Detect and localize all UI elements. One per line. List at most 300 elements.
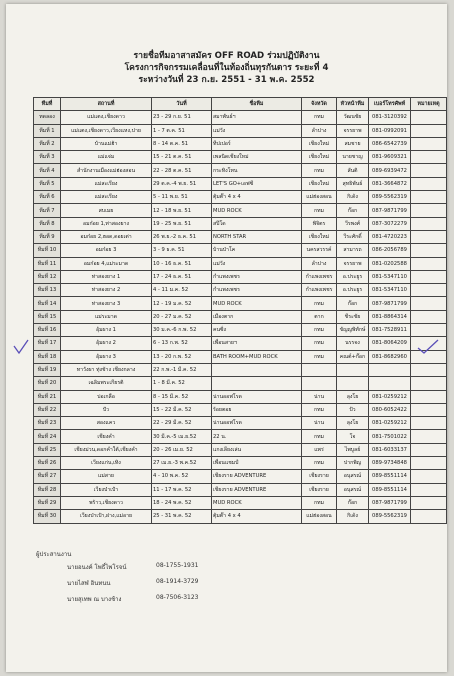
table-cell: แม่แตง,เชียงดาว xyxy=(61,111,152,124)
table-cell: กำแพงเพชร xyxy=(302,284,337,297)
table-cell: 081-7528911 xyxy=(369,324,411,337)
table-row xyxy=(34,430,447,443)
table-cell: กทม xyxy=(302,324,337,337)
table-cell: 081-9609321 xyxy=(369,151,411,164)
table-cell: 12 - 18 พ.ย. 51 xyxy=(152,204,212,217)
table-cell: สปีโด xyxy=(212,217,302,230)
table-cell: 089-9734848 xyxy=(369,457,411,470)
table-cell: 1 - 7 ต.ค. 51 xyxy=(152,124,212,137)
table-cell: 081-8864314 xyxy=(369,310,411,323)
table-cell: 22 - 28 ต.ค. 51 xyxy=(152,164,212,177)
table-row xyxy=(34,137,447,150)
table-cell: แม่สาย xyxy=(61,470,152,483)
table-cell: MUD ROCK xyxy=(212,204,302,217)
table-cell: เวียงแก่น,เทิง xyxy=(61,457,152,470)
table-cell: ทีมที่ 13 xyxy=(34,284,61,297)
table-cell: อุ้มผาง 2 xyxy=(61,337,152,350)
table-cell: แม่สะเรียง xyxy=(61,191,152,204)
table-cell: เชียงราย xyxy=(302,483,337,496)
table-cell: กำแพงเพชร xyxy=(302,270,337,283)
table-cell: 081-0992091 xyxy=(369,124,411,137)
table-cell: 27 เม.ย.-3 พ.ค.52 xyxy=(152,457,212,470)
coordinator-row xyxy=(36,562,199,578)
table-cell: แม่แตง,เชียงดาว,เวียงแหง,ปาย xyxy=(61,124,152,137)
table-cell: 5 - 11 พ.ย. 51 xyxy=(152,191,212,204)
table-row xyxy=(34,217,447,230)
table-cell: สามารถ xyxy=(337,244,369,257)
table-row xyxy=(34,377,447,390)
table-cell: อนุสรณ์ xyxy=(337,483,369,496)
table-cell: ทีมที่ 5 xyxy=(34,177,61,190)
table-cell: 22 - 29 มี.ค. 52 xyxy=(152,417,212,430)
table-cell xyxy=(411,430,447,443)
table-cell: 086-2056789 xyxy=(369,244,411,257)
table-cell xyxy=(411,470,447,483)
table-cell: เชียงใหม่ xyxy=(302,137,337,150)
table-cell: ทีมที่ 19 xyxy=(34,363,61,376)
table-row xyxy=(34,417,447,430)
table-cell: 8 - 14 ต.ค. 51 xyxy=(152,137,212,150)
table-cell xyxy=(411,270,447,283)
table-cell: 081-6033137 xyxy=(369,443,411,456)
table-cell: 18 - 24 พ.ค. 52 xyxy=(152,496,212,509)
table-cell: กทม xyxy=(302,430,337,443)
table-cell: ก๊อก xyxy=(337,496,369,509)
table-cell: แม่ระมาด xyxy=(61,310,152,323)
table-row xyxy=(34,443,447,456)
table-cell: ทดลอง xyxy=(34,111,61,124)
column-header: วันที่ xyxy=(152,98,212,111)
table-cell: ตาก xyxy=(302,310,337,323)
table-row xyxy=(34,204,447,217)
table-cell: เชียงราย xyxy=(302,470,337,483)
table-cell: ทีมที่ 30 xyxy=(34,510,61,523)
table-cell: ทีมที่ 4 xyxy=(34,164,61,177)
table-cell: สันติ xyxy=(337,164,369,177)
table-cell xyxy=(411,111,447,124)
table-cell: เชียงใหม่ xyxy=(302,151,337,164)
table-cell: สบเมย xyxy=(61,204,152,217)
table-cell: แม่ฮ่องสอน xyxy=(302,191,337,204)
table-cell: วีระศักดิ์ xyxy=(337,230,369,243)
table-cell: ทีมที่ 6 xyxy=(34,191,61,204)
table-row xyxy=(34,151,447,164)
table-cell: ตุ้มต๊า 4 x 4 xyxy=(212,510,302,523)
table-cell: 089-5562319 xyxy=(369,191,411,204)
table-cell: คณต์+ก๊อก xyxy=(337,350,369,363)
table-cell: อมก๋อย 1,ท่าสองยาง xyxy=(61,217,152,230)
table-cell: อมก๋อย 2,ฮอด,ดอยเต่า xyxy=(61,230,152,243)
table-cell: 081-8064209 xyxy=(369,337,411,350)
table-cell xyxy=(369,363,411,376)
table-cell: สมาพันธ์ฯ xyxy=(212,111,302,124)
table-cell xyxy=(411,230,447,243)
table-cell xyxy=(212,363,302,376)
table-cell: เชียงใหม่ xyxy=(302,177,337,190)
table-cell: ทีมที่ 1 xyxy=(34,124,61,137)
table-cell: กิเด้ง xyxy=(337,510,369,523)
table-header-row xyxy=(34,98,447,111)
table-cell: เพื่อนสายฯ xyxy=(212,337,302,350)
column-header: หัวหน้าทีม xyxy=(337,98,369,111)
table-cell: 30 มี.ค.-5 เม.ย.52 xyxy=(152,430,212,443)
table-cell: 20 - 27 ม.ค. 52 xyxy=(152,310,212,323)
table-cell: บ้านป่าโค xyxy=(212,244,302,257)
table-cell xyxy=(411,483,447,496)
table-cell: ชีระชัย xyxy=(337,310,369,323)
table-row xyxy=(34,257,447,270)
table-cell: 25 - 31 พ.ค. 52 xyxy=(152,510,212,523)
table-cell: 081-7501022 xyxy=(369,430,411,443)
table-cell: MUD ROCK xyxy=(212,297,302,310)
table-cell: เวียงป่าเป้า,ฝาง,แม่อาย xyxy=(61,510,152,523)
table-row xyxy=(34,284,447,297)
table-cell: แพร่ xyxy=(302,443,337,456)
table-cell: 089-8551114 xyxy=(369,483,411,496)
table-row xyxy=(34,470,447,483)
table-cell: กิเด้ง xyxy=(337,191,369,204)
table-cell xyxy=(411,244,447,257)
table-cell: อมก๋อย 3 xyxy=(61,244,152,257)
table-cell: สุทธิพันธ์ xyxy=(337,177,369,190)
table-cell: น่านออฟโรด xyxy=(212,390,302,403)
table-cell xyxy=(337,377,369,390)
table-row xyxy=(34,270,447,283)
table-cell: ทีมที่ 29 xyxy=(34,496,61,509)
table-row xyxy=(34,164,447,177)
table-cell: อุ้มผาง 3 xyxy=(61,350,152,363)
table-cell: สองแคว xyxy=(61,417,152,430)
table-cell xyxy=(411,443,447,456)
table-cell: กทม xyxy=(302,350,337,363)
table-cell xyxy=(411,363,447,376)
table-cell: 10 - 16 ธ.ค. 51 xyxy=(152,257,212,270)
document-date-range: ระหว่างวันที่ 23 ก.ย. 2551 - 31 พ.ค. 2552 xyxy=(138,75,315,85)
right-check-mark-icon xyxy=(416,338,440,356)
table-cell: 089-8551114 xyxy=(369,470,411,483)
table-cell: จรรยาพ xyxy=(337,124,369,137)
document-page xyxy=(6,4,447,672)
table-cell: MUD ROCK xyxy=(212,496,302,509)
table-row xyxy=(34,177,447,190)
table-cell: ร้อยตอย xyxy=(212,403,302,416)
table-cell xyxy=(411,297,447,310)
coordinator-row xyxy=(36,578,199,594)
coordinators-section xyxy=(36,549,199,610)
table-cell: เชียงคำ xyxy=(61,430,152,443)
table-cell: 29 ต.ค.-4 พ.ย. 51 xyxy=(152,177,212,190)
table-cell: 081-3120392 xyxy=(369,111,411,124)
table-cell: กระทิงโทน xyxy=(212,164,302,177)
table-cell: นายชาญ xyxy=(337,151,369,164)
table-cell: เชียงใหม่ xyxy=(302,230,337,243)
team-schedule-table xyxy=(33,97,447,524)
table-cell: ทีมที่ 26 xyxy=(34,457,61,470)
table-cell: 13 - 20 ก.พ. 52 xyxy=(152,350,212,363)
table-cell: ปัว xyxy=(337,403,369,416)
table-row xyxy=(34,457,447,470)
table-cell: ก๊อก xyxy=(337,297,369,310)
column-header: จังหวัด xyxy=(302,98,337,111)
table-cell: ทีมที่ 14 xyxy=(34,297,61,310)
table-row xyxy=(34,230,447,243)
table-cell xyxy=(411,164,447,177)
table-cell: แม่วัง xyxy=(212,257,302,270)
table-cell: 30 ม.ค.-6 ก.พ. 52 xyxy=(152,324,212,337)
table-cell: กทม xyxy=(302,297,337,310)
table-cell: กทม xyxy=(302,457,337,470)
column-header: หมายเหตุ xyxy=(411,98,447,111)
table-cell: กทม xyxy=(302,111,337,124)
coordinator-phone: 08-7506-3123 xyxy=(156,594,199,601)
table-cell: ทีมที่ 20 xyxy=(34,377,61,390)
table-cell: ก๊อก xyxy=(337,204,369,217)
table-cell: 17 - 24 ธ.ค. 51 xyxy=(152,270,212,283)
table-cell: โจ xyxy=(337,430,369,443)
table-cell xyxy=(411,377,447,390)
table-cell: ทีมที่ 10 xyxy=(34,244,61,257)
table-row xyxy=(34,337,447,350)
table-cell: BATH ROOM+MUD ROCK xyxy=(212,350,302,363)
table-cell: ทีมที่ 24 xyxy=(34,430,61,443)
table-cell: พิจิตร xyxy=(302,217,337,230)
table-cell: เพลนิดเชียงใหม่ xyxy=(212,151,302,164)
column-header: ชื่อทีม xyxy=(212,98,302,111)
table-cell: ทีมที่ 7 xyxy=(34,204,61,217)
table-cell xyxy=(411,390,447,403)
table-cell: 086-6542739 xyxy=(369,137,411,150)
table-cell: 19 - 25 พ.ย. 51 xyxy=(152,217,212,230)
table-cell: คนซิ่ง xyxy=(212,324,302,337)
table-row xyxy=(34,510,447,523)
table-cell: 081-5347110 xyxy=(369,284,411,297)
table-cell: อมก๋อย 4,แม่ระมาด xyxy=(61,257,152,270)
table-row xyxy=(34,111,447,124)
table-cell: 081-0202588 xyxy=(369,257,411,270)
coordinator-row xyxy=(36,594,199,610)
table-cell: 22 น. xyxy=(212,430,302,443)
table-cell xyxy=(411,324,447,337)
table-cell: เชียงม่วน,ดอกคำใต้,เชียงคำ xyxy=(61,443,152,456)
table-cell xyxy=(302,363,337,376)
table-cell: ทีมที่ 9 xyxy=(34,230,61,243)
column-header: เบอร์โทรศัพท์ xyxy=(369,98,411,111)
table-cell xyxy=(411,151,447,164)
table-cell: ทีมที่ 17 xyxy=(34,337,61,350)
coordinator-phone: 08-1755-1931 xyxy=(156,562,199,569)
table-cell xyxy=(411,257,447,270)
table-cell xyxy=(411,204,447,217)
table-cell xyxy=(411,417,447,430)
table-cell: ทีมที่ 12 xyxy=(34,270,61,283)
table-cell: ลำปาง xyxy=(302,257,337,270)
table-cell: กทม xyxy=(302,403,337,416)
table-cell xyxy=(411,191,447,204)
table-row xyxy=(34,363,447,376)
table-cell xyxy=(411,137,447,150)
table-row xyxy=(34,496,447,509)
left-check-mark-icon xyxy=(12,339,30,357)
table-row xyxy=(34,244,447,257)
table-cell: บ้านแม่ฮ้า xyxy=(61,137,152,150)
table-cell xyxy=(411,496,447,509)
table-row xyxy=(34,390,447,403)
table-cell: เชียงราย ADVENTURE xyxy=(212,470,302,483)
table-cell xyxy=(411,310,447,323)
table-cell: 15 - 21 ต.ค. 51 xyxy=(152,151,212,164)
table-cell: ตุ้มต๊า 4 x 4 xyxy=(212,191,302,204)
table-cell: แม่วัง xyxy=(212,124,302,137)
table-cell: ลุงโย xyxy=(337,390,369,403)
table-cell xyxy=(411,457,447,470)
table-row xyxy=(34,483,447,496)
table-cell: ไพบูลย์ xyxy=(337,443,369,456)
table-cell: ทีมที่ 28 xyxy=(34,483,61,496)
table-cell: NORTH STAR xyxy=(212,230,302,243)
table-row xyxy=(34,191,447,204)
column-header: ทีมที่ xyxy=(34,98,61,111)
table-cell: ขัญญพิทักษ์ xyxy=(337,324,369,337)
table-cell xyxy=(411,124,447,137)
table-row xyxy=(34,350,447,363)
table-cell: แม่สะเรียง xyxy=(61,177,152,190)
table-cell: พร้าว,เชียงดาว xyxy=(61,496,152,509)
table-cell: 1 - 8 มี.ค. 52 xyxy=(152,377,212,390)
table-cell: ลุงโย xyxy=(337,417,369,430)
table-cell xyxy=(411,177,447,190)
table-cell: 11 - 17 พ.ค. 52 xyxy=(152,483,212,496)
table-cell: 26 พ.ย.-2 ธ.ค. 51 xyxy=(152,230,212,243)
table-cell xyxy=(411,217,447,230)
table-cell: ท่าสองยาง 2 xyxy=(61,284,152,297)
table-cell: กำแพงเพชร xyxy=(212,284,302,297)
table-cell xyxy=(337,363,369,376)
coordinator-name: นายสุเทพ ณ บางช้าง xyxy=(67,596,122,603)
table-cell: วัฒนชัย xyxy=(337,111,369,124)
table-cell: 8 - 15 มี.ค. 52 xyxy=(152,390,212,403)
table-cell xyxy=(411,284,447,297)
table-cell: ลำปาง xyxy=(302,124,337,137)
table-row xyxy=(34,403,447,416)
table-cell: เพื่อนแชมป์ xyxy=(212,457,302,470)
table-cell: 081-0259212 xyxy=(369,417,411,430)
table-cell xyxy=(411,403,447,416)
table-cell: บ่อเกลือ xyxy=(61,390,152,403)
table-cell: จรรยาพ xyxy=(337,257,369,270)
table-cell: ทีมที่ 15 xyxy=(34,310,61,323)
table-cell: กำแพงเพชร xyxy=(212,270,302,283)
table-cell: ทีมที่ 11 xyxy=(34,257,61,270)
table-cell: ท่าสองยาง 1 xyxy=(61,270,152,283)
table-cell: เฉลิมพระเกียรติ xyxy=(61,377,152,390)
table-cell: 4 - 10 พ.ค. 52 xyxy=(152,470,212,483)
table-cell: 6 - 13 ก.พ. 52 xyxy=(152,337,212,350)
table-cell: 080-6052422 xyxy=(369,403,411,416)
table-cell: น่าน xyxy=(302,390,337,403)
table-cell: 15 - 22 มี.ค. 52 xyxy=(152,403,212,416)
table-row xyxy=(34,310,447,323)
table-cell: เวียงป่าเป้า xyxy=(61,483,152,496)
table-row xyxy=(34,297,447,310)
table-cell: LET'S GO+เอฟซี xyxy=(212,177,302,190)
table-cell: อ.ประยูร xyxy=(337,270,369,283)
table-cell: ทีมที่ 2 xyxy=(34,137,61,150)
table-cell: น่านออฟโรด xyxy=(212,417,302,430)
table-cell: กทม xyxy=(302,164,337,177)
table-cell: 4 - 11 ม.ค. 52 xyxy=(152,284,212,297)
table-cell: ทีปเปอร์ xyxy=(212,137,302,150)
table-cell: ทีมที่ 23 xyxy=(34,417,61,430)
table-cell: ทีมที่ 3 xyxy=(34,151,61,164)
table-cell: สมชาย xyxy=(337,137,369,150)
table-cell: แม่แจ่ม xyxy=(61,151,152,164)
table-cell: ทีมที่ 18 xyxy=(34,350,61,363)
table-cell: 089-5562319 xyxy=(369,510,411,523)
table-cell: ทีมที่ 8 xyxy=(34,217,61,230)
table-cell: ปากพิญ xyxy=(337,457,369,470)
table-cell: 087-9871799 xyxy=(369,297,411,310)
table-cell: นครสวรรค์ xyxy=(302,244,337,257)
table-cell: 089-6939472 xyxy=(369,164,411,177)
table-cell: 081-5347110 xyxy=(369,270,411,283)
table-cell: ทีมที่ 22 xyxy=(34,403,61,416)
table-cell: น่าน xyxy=(302,417,337,430)
coordinator-name: นายอนงค์ โพธิ์ไพโรจน์ xyxy=(67,564,127,571)
table-cell xyxy=(369,377,411,390)
table-cell: กทม xyxy=(302,204,337,217)
table-cell: 081-8682960 xyxy=(369,350,411,363)
table-cell: ทีมที่ 16 xyxy=(34,324,61,337)
table-cell: 081-3664872 xyxy=(369,177,411,190)
table-cell: 12 - 19 ม.ค. 52 xyxy=(152,297,212,310)
table-cell: อุ้มผาง 1 xyxy=(61,324,152,337)
table-cell: 087-9871799 xyxy=(369,204,411,217)
table-cell: 23 - 29 ก.ย. 51 xyxy=(152,111,212,124)
table-cell: 087-3072279 xyxy=(369,217,411,230)
table-cell: อ.ประยูร xyxy=(337,284,369,297)
table-cell xyxy=(302,377,337,390)
table-cell: 20 - 26 เม.ย. 52 xyxy=(152,443,212,456)
table-cell: กทม xyxy=(302,337,337,350)
table-cell: ปัว xyxy=(61,403,152,416)
table-cell: นรรจง xyxy=(337,337,369,350)
table-row xyxy=(34,124,447,137)
table-cell: 087-9871799 xyxy=(369,496,411,509)
table-cell: ทีมที่ 27 xyxy=(34,470,61,483)
table-cell: กทม xyxy=(302,496,337,509)
table-cell: ทาวังผา ทุ่งช้าง เชียงกลาง xyxy=(61,363,152,376)
document-title: รายชื่อทีมอาสาสมัคร OFF ROAD ร่วมปฏิบัติงาน xyxy=(133,51,320,61)
table-cell: แกงเลียงเล่น xyxy=(212,443,302,456)
table-cell: ทีมที่ 25 xyxy=(34,443,61,456)
coordinator-name: นายไสฬ อินทนน xyxy=(67,580,111,587)
table-cell: 081-4720223 xyxy=(369,230,411,243)
table-cell: แม่ฮ่องสอน xyxy=(302,510,337,523)
table-cell: 22 ก.พ.-1 มี.ค. 52 xyxy=(152,363,212,376)
table-cell: ทีมที่ 21 xyxy=(34,390,61,403)
column-header: สถานที่ xyxy=(61,98,152,111)
table-cell xyxy=(212,377,302,390)
table-cell: เชียงราย ADVENTURE xyxy=(212,483,302,496)
table-cell: สำนักงานเมืองแม่ฮ่องสอน xyxy=(61,164,152,177)
table-row xyxy=(34,324,447,337)
table-cell xyxy=(411,510,447,523)
coordinators-heading: ผู้ประสานงาน xyxy=(36,551,72,558)
table-cell: อนุสรณ์ xyxy=(337,470,369,483)
table-cell: 081-0259212 xyxy=(369,390,411,403)
table-cell: วีรพงศ์ xyxy=(337,217,369,230)
table-cell: เมืองตาก xyxy=(212,310,302,323)
